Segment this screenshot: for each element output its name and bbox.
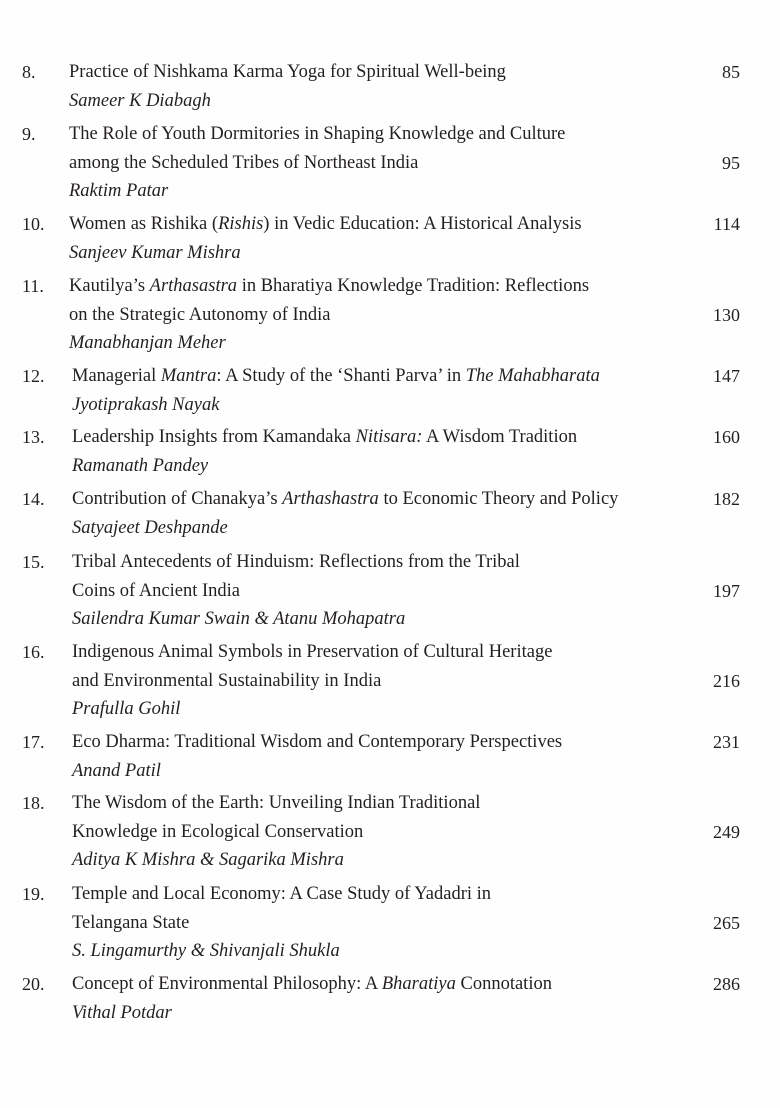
page-number: 130 bbox=[713, 304, 740, 325]
chapter-number: 10. bbox=[22, 214, 45, 234]
chapter-details bbox=[72, 728, 712, 785]
page-number: 286 bbox=[713, 974, 740, 994]
chapter-number: 15. bbox=[22, 552, 45, 572]
chapter-number: 14. bbox=[22, 489, 45, 509]
chapter-title-line bbox=[72, 909, 712, 938]
chapter-title-line bbox=[72, 423, 712, 452]
chapter-number: 17. bbox=[22, 732, 45, 752]
chapter-number: 9. bbox=[22, 124, 36, 144]
chapter-title-line bbox=[69, 301, 709, 330]
title-segment: Practice of Nishkama Karma Yoga for Spiritual Well-being bbox=[69, 62, 506, 82]
title-segment: Rishis bbox=[218, 214, 264, 234]
chapter-details bbox=[69, 58, 709, 115]
chapter-author: Manabhanjan Meher bbox=[69, 333, 226, 354]
chapter-details bbox=[72, 362, 712, 419]
chapter-details bbox=[72, 880, 712, 966]
chapter-title-line bbox=[69, 120, 709, 149]
page-number: 197 bbox=[713, 580, 740, 601]
chapter-author: Anand Patil bbox=[72, 760, 161, 781]
chapter-title-line bbox=[69, 149, 709, 178]
chapter-title-line bbox=[72, 577, 712, 606]
title-segment: Leadership Insights from Kamandaka bbox=[72, 427, 356, 447]
title-segment: The Mahabharata bbox=[465, 366, 600, 386]
chapter-author: Jyotiprakash Nayak bbox=[72, 394, 220, 415]
chapter-number: 11. bbox=[22, 276, 44, 296]
chapter-details bbox=[72, 789, 712, 875]
title-segment: The Wisdom of the Earth: Unveiling Indian Traditional bbox=[72, 793, 481, 813]
chapter-number: 8. bbox=[22, 62, 36, 82]
page-number: 160 bbox=[713, 427, 740, 447]
title-segment: Temple and Local Economy: A Case Study of Yadadri in bbox=[72, 884, 492, 904]
chapter-author: Prafulla Gohil bbox=[72, 699, 181, 720]
chapter-title-line bbox=[69, 272, 709, 301]
chapter-title-line bbox=[72, 789, 712, 818]
title-segment: A Wisdom Tradition bbox=[422, 427, 578, 447]
chapter-title-line bbox=[72, 548, 712, 577]
chapter-author: Vithal Potdar bbox=[72, 1002, 172, 1023]
chapter-author: S. Lingamurthy & Shivanjali Shukla bbox=[72, 941, 340, 962]
title-segment: Managerial bbox=[72, 366, 161, 386]
title-segment: Arthashastra bbox=[282, 489, 379, 509]
chapter-details bbox=[69, 272, 709, 358]
page-number: 182 bbox=[713, 489, 740, 509]
chapter-details bbox=[72, 548, 712, 634]
chapter-details bbox=[72, 970, 712, 1027]
title-segment: : A Study of the ‘Shanti Parva’ in bbox=[216, 366, 466, 386]
chapter-details bbox=[72, 485, 712, 542]
title-segment: The Role of Youth Dormitories in Shaping Knowledge and Culture bbox=[69, 124, 566, 144]
page-number: 265 bbox=[713, 912, 740, 933]
chapter-number: 13. bbox=[22, 427, 45, 447]
title-segment: Connotation bbox=[455, 974, 552, 994]
chapter-number: 12. bbox=[22, 366, 45, 386]
chapter-title-line bbox=[72, 970, 712, 999]
title-segment: Telangana State bbox=[72, 912, 190, 933]
chapter-number: 18. bbox=[22, 793, 45, 813]
title-segment: Nitisara: bbox=[355, 427, 423, 447]
title-segment: Coins of Ancient India bbox=[72, 580, 241, 601]
page-number: 216 bbox=[713, 670, 740, 691]
page-number: 147 bbox=[713, 366, 740, 386]
chapter-title-line bbox=[72, 362, 712, 391]
page-number: 95 bbox=[722, 152, 740, 173]
title-segment: Eco Dharma: Traditional Wisdom and Contemporary Perspectives bbox=[72, 732, 563, 752]
title-segment: Women as Rishika ( bbox=[69, 214, 219, 234]
page-number: 249 bbox=[713, 821, 740, 842]
chapter-author: Satyajeet Deshpande bbox=[72, 517, 228, 538]
title-segment: in Bharatiya Knowledge Tradition: Reflections bbox=[237, 276, 590, 296]
title-segment: Concept of Environmental Philosophy: A bbox=[72, 974, 382, 994]
title-segment: Tribal Antecedents of Hinduism: Reflections from the Tribal bbox=[72, 552, 520, 572]
title-segment: to Economic Theory and Policy bbox=[378, 489, 619, 509]
title-segment: among the Scheduled Tribes of Northeast India bbox=[69, 152, 419, 173]
page-number: 231 bbox=[713, 732, 740, 752]
chapter-details bbox=[72, 423, 712, 480]
chapter-details bbox=[69, 210, 709, 267]
chapter-details bbox=[69, 120, 709, 206]
chapter-number: 20. bbox=[22, 974, 45, 994]
chapter-title-line bbox=[72, 638, 712, 667]
title-segment: Kautilya’s bbox=[69, 276, 150, 296]
title-segment: and Environmental Sustainability in India bbox=[72, 670, 382, 691]
chapter-title-line bbox=[72, 485, 712, 514]
title-segment: Contribution of Chanakya’s bbox=[72, 489, 283, 509]
title-segment: Bharatiya bbox=[381, 974, 456, 994]
chapter-author: Aditya K Mishra & Sagarika Mishra bbox=[72, 850, 344, 871]
chapter-number: 16. bbox=[22, 642, 45, 662]
page-number: 85 bbox=[722, 62, 740, 82]
title-segment: on the Strategic Autonomy of India bbox=[69, 304, 331, 325]
chapter-title-line bbox=[72, 728, 712, 757]
title-segment: Arthasastra bbox=[149, 276, 238, 296]
chapter-title-line bbox=[72, 667, 712, 696]
chapter-author: Raktim Patar bbox=[69, 181, 169, 202]
title-segment: Knowledge in Ecological Conservation bbox=[72, 821, 364, 842]
page-number: 114 bbox=[713, 214, 740, 234]
chapter-title-line bbox=[72, 880, 712, 909]
chapter-author: Sanjeev Kumar Mishra bbox=[69, 242, 241, 263]
title-segment: Indigenous Animal Symbols in Preservation of Cultural Heritage bbox=[72, 642, 553, 662]
chapter-author: Sailendra Kumar Swain & Atanu Mohapatra bbox=[72, 609, 406, 630]
chapter-number: 19. bbox=[22, 884, 45, 904]
chapter-title-line bbox=[69, 58, 709, 87]
chapter-title-line bbox=[69, 210, 709, 239]
chapter-title-line bbox=[72, 818, 712, 847]
chapter-author: Sameer K Diabagh bbox=[69, 90, 211, 111]
title-segment: Mantra bbox=[160, 366, 217, 386]
title-segment: ) in Vedic Education: A Historical Analysis bbox=[263, 214, 582, 234]
chapter-details bbox=[72, 638, 712, 724]
chapter-author: Ramanath Pandey bbox=[72, 455, 209, 476]
